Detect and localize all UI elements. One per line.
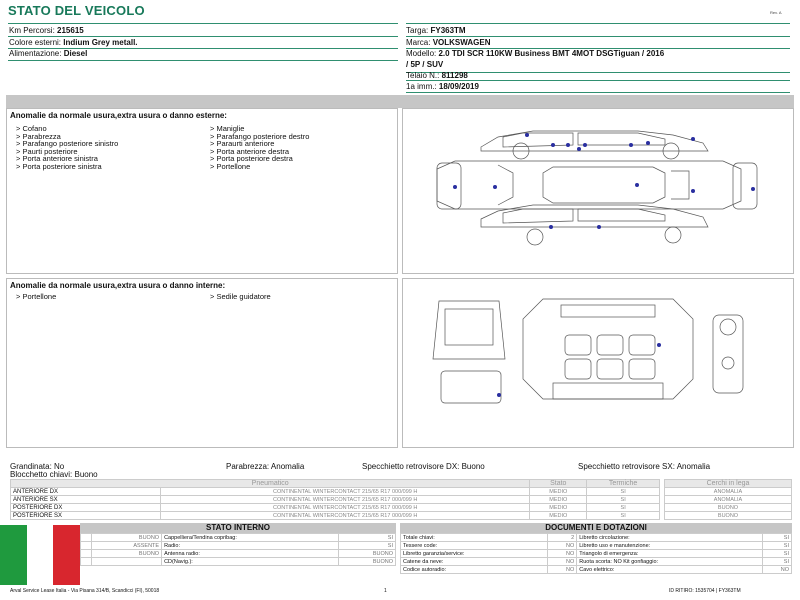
cerchi-value: BUONO: [665, 504, 792, 512]
header-pneumatico: Pneumatico: [11, 480, 530, 488]
footer-company: Arval Service Lease Italia - Via Pisana 314/B, Scandicci (FI), 50018: [10, 588, 160, 594]
car-interior-icon: [403, 279, 795, 449]
km-field: Km Percorsi: 215615: [9, 26, 84, 35]
internal-damage-list-col2: [210, 293, 271, 301]
cell: BUONO: [92, 550, 162, 558]
marca-field: Marca: VOLKSWAGEN: [406, 38, 491, 47]
cell: SI: [338, 534, 395, 542]
cell: NO: [762, 566, 791, 574]
cell: NO: [547, 542, 576, 550]
cell: ASSENTE: [92, 542, 162, 550]
table-row: [401, 542, 792, 550]
footer-page-number: 1: [384, 588, 387, 594]
specchietto-dx-status: Specchietto retrovisore DX: Buono: [362, 462, 485, 471]
table-row: [11, 504, 660, 512]
list-item: > Portellone: [210, 161, 251, 171]
list-item: > Paurti posteriore: [16, 146, 78, 156]
cell: Libretto garanzia/service:: [401, 550, 548, 558]
table-row: [81, 542, 396, 550]
cell: Cappelliera/Tendina copribag:: [162, 534, 339, 542]
cell: BUONO: [338, 550, 395, 558]
car-exterior-damage-diagram: [402, 108, 794, 274]
list-item: > Porta posteriore destra: [210, 154, 293, 163]
table-row: [11, 488, 660, 496]
telaio-field: Telaio N.: 811298: [406, 71, 468, 80]
cell: Tessere code:: [401, 542, 548, 550]
cell: [81, 550, 92, 558]
table-row: [11, 496, 660, 504]
car-interior-damage-diagram: [402, 278, 794, 448]
separator-line: [406, 23, 790, 24]
table-row: [81, 558, 396, 566]
table-row: [401, 566, 792, 574]
cell: BUONO: [92, 534, 162, 542]
documenti-title: DOCUMENTI E DOTAZIONI: [400, 523, 792, 533]
grandinata-status: Grandinata: No: [10, 462, 65, 471]
list-item: > Porta anteriore sinistra: [16, 154, 98, 163]
page-title: STATO DEL VEICOLO: [8, 3, 145, 18]
table-row: [11, 512, 660, 520]
cell: 2: [547, 534, 576, 542]
colore-field: Colore esterni: Indium Grey metall.: [9, 38, 138, 47]
cerchi-value: BUONO: [665, 512, 792, 520]
cell: [81, 542, 92, 550]
tyre-model: CONTINENTAL WINTERCONTACT 215/65 R17 000/099 H: [161, 488, 530, 496]
tyre-stato: MEDIO: [530, 504, 587, 512]
cell: BUONO: [338, 558, 395, 566]
modello-field-cont: / 5P / SUV: [406, 60, 444, 69]
cell: NO: [547, 566, 576, 574]
stato-interno-table: [80, 533, 396, 566]
tyre-position: POSTERIORE SX: [11, 512, 161, 520]
cell: SI: [762, 534, 791, 542]
internal-damage-list-col1: [16, 293, 56, 301]
external-damage-list-col1: [16, 125, 118, 170]
list-item: > Portellone: [16, 292, 57, 301]
tyre-model: CONTINENTAL WINTERCONTACT 215/65 R17 000/099 H: [161, 496, 530, 504]
cell: Codice autoradio:: [401, 566, 548, 574]
tyre-termiche: SI: [587, 512, 660, 520]
tyre-position: ANTERIORE DX: [11, 488, 161, 496]
cell: SI: [762, 542, 791, 550]
cell: SI: [762, 558, 791, 566]
external-damage-title: Anomalie da normale usura,extra usura o danno esterne:: [10, 111, 227, 120]
list-item: > Parabrezza: [16, 131, 61, 141]
specchietto-sx-status: Specchietto retrovisore SX: Anomalia: [578, 462, 711, 471]
cell: Totale chiavi:: [401, 534, 548, 542]
tyre-stato: MEDIO: [530, 488, 587, 496]
internal-damage-title: Anomalie da normale usura,extra usura o danno interne:: [10, 281, 226, 290]
cell: [81, 558, 92, 566]
internal-damage-panel: [6, 278, 398, 448]
cerchi-value: ANOMALIA: [665, 496, 792, 504]
cell: Catene da neve:: [401, 558, 548, 566]
section-divider: [6, 95, 794, 108]
flag-green-stripe: [0, 525, 27, 585]
external-damage-list-col2: [210, 125, 309, 170]
cell: Radio:: [162, 542, 339, 550]
cell: Libretto uso e manutenzione:: [577, 542, 762, 550]
cell: SI: [762, 550, 791, 558]
alimentazione-field: Alimentazione: Diesel: [9, 49, 88, 58]
list-item: > Parafango posteriore destro: [210, 131, 310, 141]
cell: Ruota scorta: NO Kit gonfiaggio:: [577, 558, 762, 566]
tyre-stato: MEDIO: [530, 496, 587, 504]
flag-red-stripe: [53, 525, 80, 585]
modello-field: Modello: 2.0 TDI SCR 110KW Business BMT 4MOT DSGTiguan / 2016: [406, 49, 665, 58]
table-row: [81, 550, 396, 558]
tyre-position: ANTERIORE SX: [11, 496, 161, 504]
list-item: > Maniglie: [210, 124, 245, 133]
documenti-table: [400, 533, 792, 574]
cell: Triangolo di emergenza:: [577, 550, 762, 558]
car-exterior-icon: [403, 109, 795, 275]
targa-field: Targa: FY363TM: [406, 26, 466, 35]
tyre-termiche: SI: [587, 504, 660, 512]
cell: CD(Navig.):: [162, 558, 339, 566]
immatricolazione-field: 1a imm.: 18/09/2019: [406, 82, 479, 91]
list-item: > Porta posteriore sinistra: [16, 161, 102, 171]
cell: [92, 558, 162, 566]
table-row: [401, 550, 792, 558]
list-item: > Cofano: [16, 124, 47, 133]
footer-id: ID RITIRO: 1535704 | FY363TM: [669, 588, 741, 594]
tyre-termiche: SI: [587, 488, 660, 496]
stato-interno-title: STATO INTERNO: [80, 523, 396, 533]
list-item: > Sedile guidatore: [210, 292, 271, 301]
revision-label: Rev. A: [770, 10, 782, 15]
table-header-row: [11, 480, 660, 488]
blocchetto-status: Blocchetto chiavi: Buono: [10, 470, 98, 479]
tyre-position: POSTERIORE DX: [11, 504, 161, 512]
italy-flag-icon: [0, 525, 80, 585]
cell: NO: [547, 550, 576, 558]
separator-line: [8, 23, 398, 24]
table-row: [401, 558, 792, 566]
table-row: [401, 534, 792, 542]
tyre-model: CONTINENTAL WINTERCONTACT 215/65 R17 000/099 H: [161, 512, 530, 520]
cerchi-table: [664, 479, 792, 520]
cell: Antenna radio:: [162, 550, 339, 558]
cell: NO: [547, 558, 576, 566]
cell: [81, 534, 92, 542]
header-cerchi: Cerchi in lega: [665, 480, 792, 488]
list-item: > Paraurti anteriore: [210, 139, 275, 148]
tyre-model: CONTINENTAL WINTERCONTACT 215/65 R17 000/099 H: [161, 504, 530, 512]
table-row: [81, 534, 396, 542]
cerchi-value: ANOMALIA: [665, 488, 792, 496]
cell: Libretto circolazione:: [577, 534, 762, 542]
list-item: > Parafango posteriore sinistro: [16, 139, 119, 148]
tyre-stato: MEDIO: [530, 512, 587, 520]
cell: Cavo elettrico:: [577, 566, 762, 574]
parabrezza-status: Parabrezza: Anomalia: [226, 462, 305, 471]
cell: SI: [338, 542, 395, 550]
header-termiche: Termiche: [587, 480, 660, 488]
tyres-table: [10, 479, 660, 520]
tyre-termiche: SI: [587, 496, 660, 504]
flag-white-stripe: [27, 525, 54, 585]
header-stato: Stato: [530, 480, 587, 488]
list-item: > Porta anteriore destra: [210, 146, 290, 156]
